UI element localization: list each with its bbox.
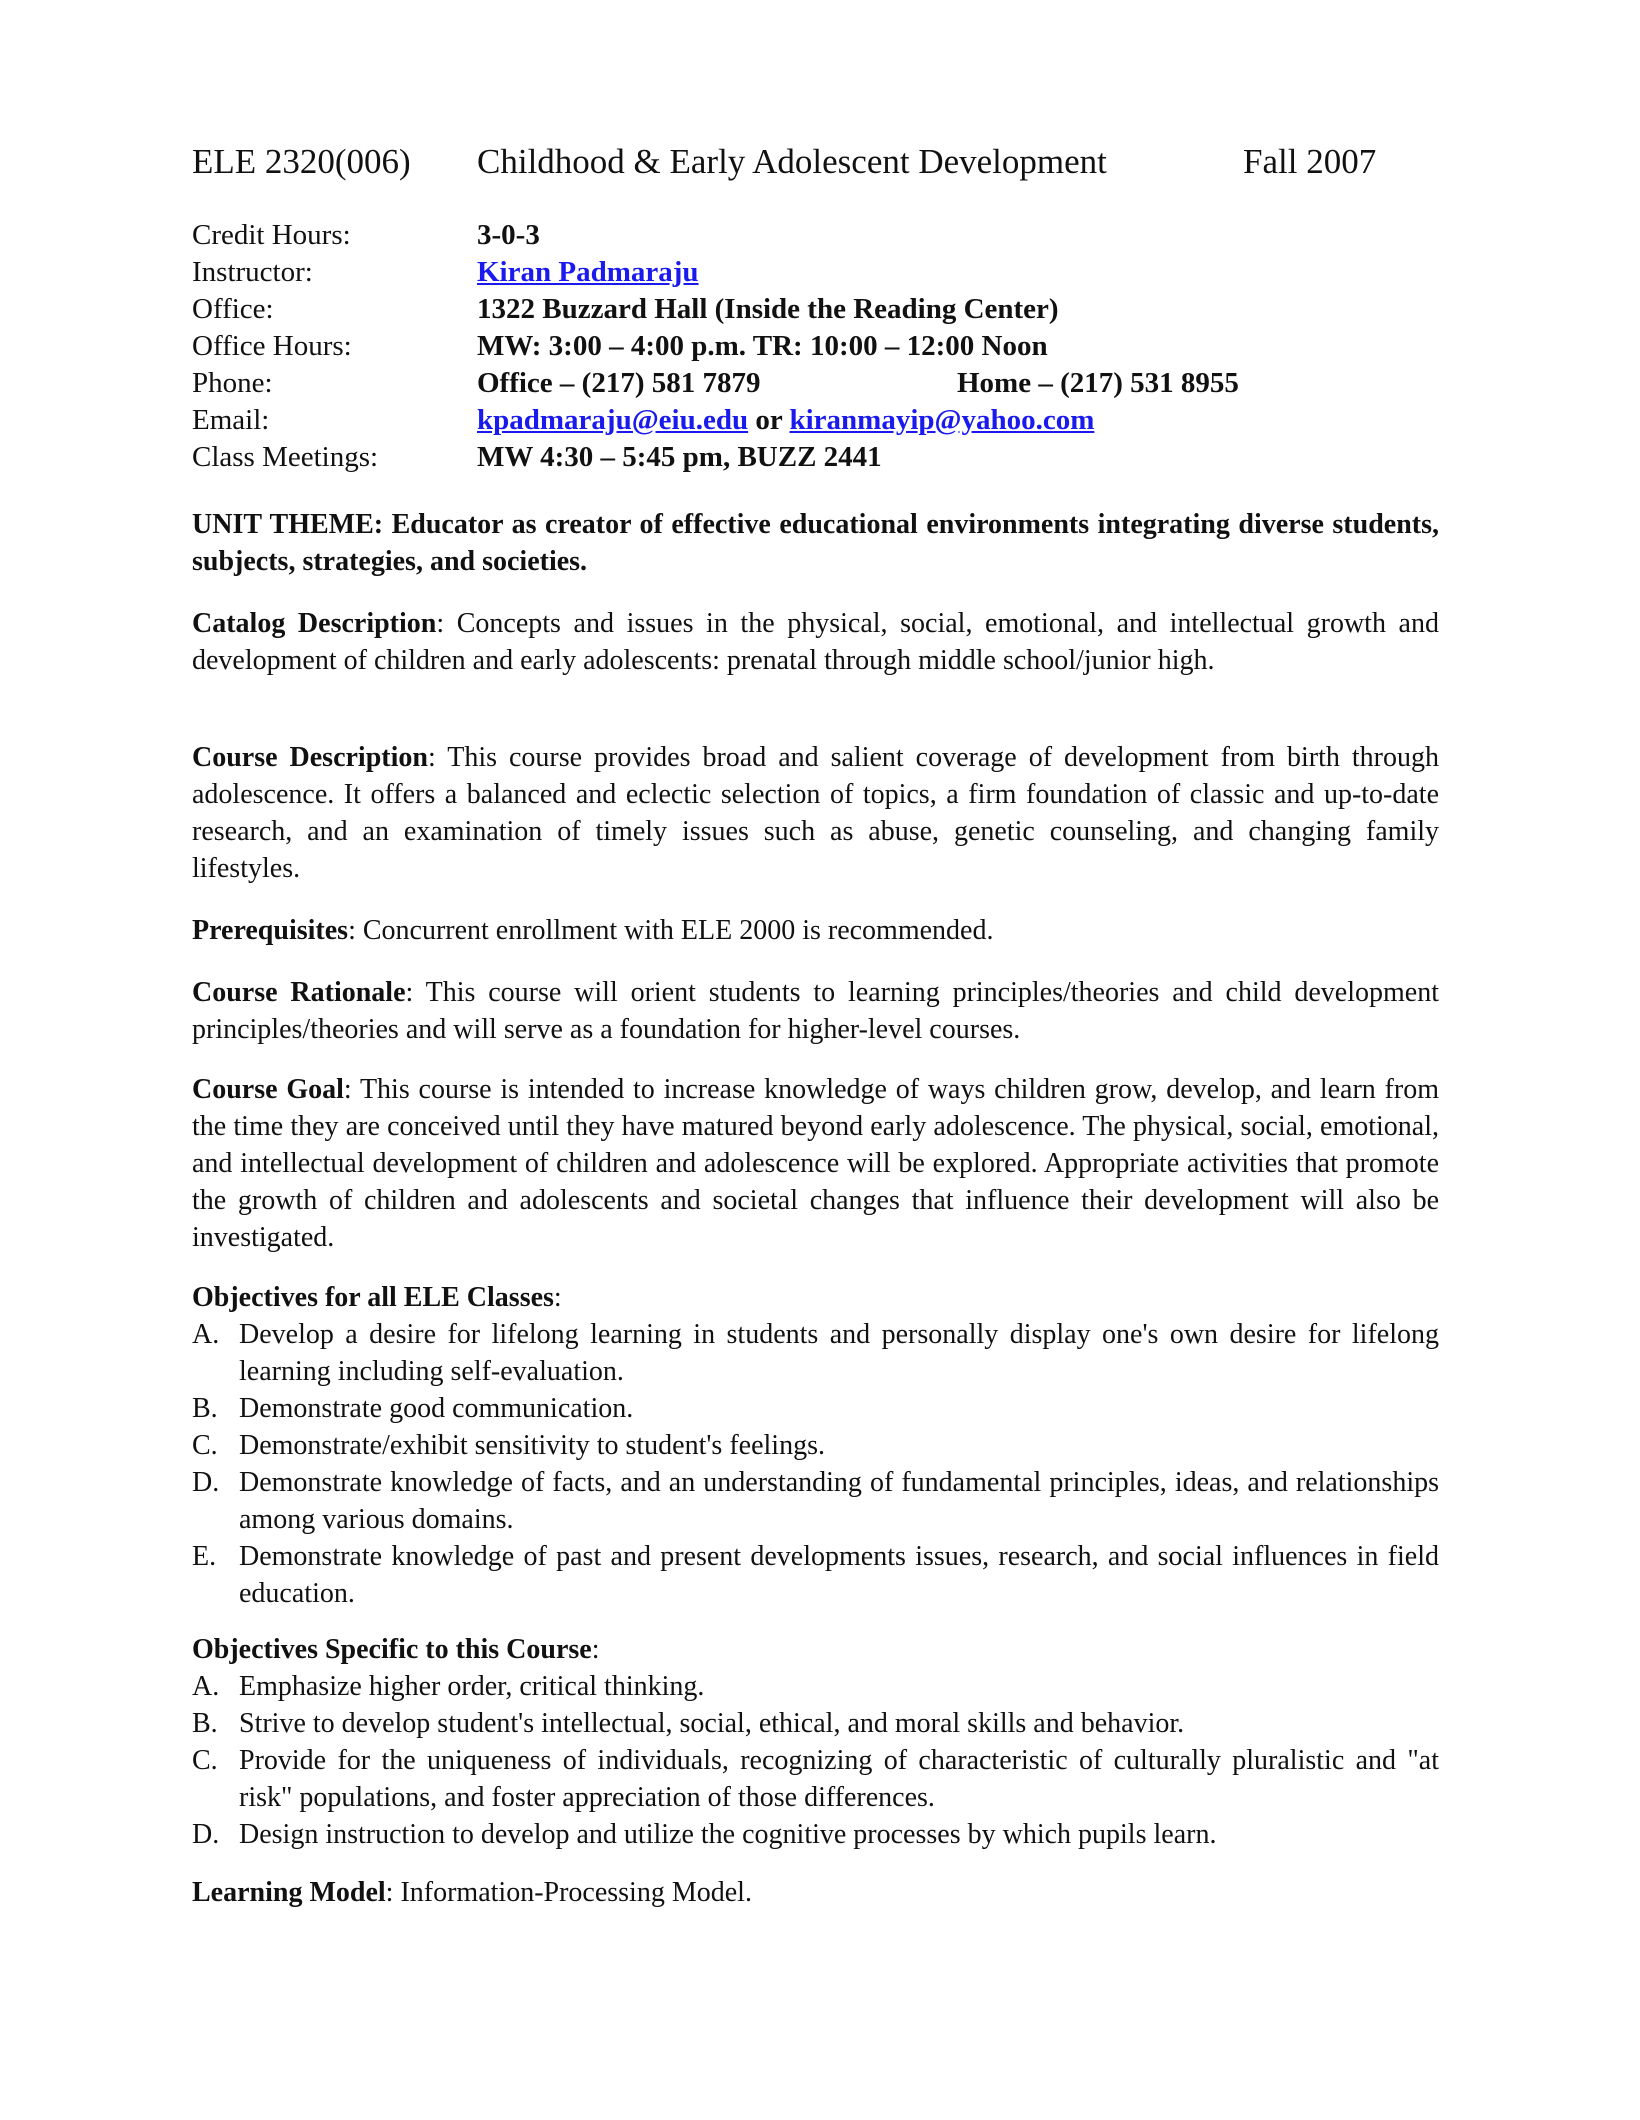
course-rationale-section — [192, 974, 1439, 1048]
class-meetings-row — [192, 439, 1442, 476]
course-title-row — [192, 142, 1442, 190]
phone-row — [192, 365, 1442, 402]
list-item: B. Strive to develop student's intellectual, social, ethical, and moral skills and behavior. — [192, 1708, 1185, 1739]
email-or-text: or — [755, 404, 783, 436]
course-code: ELE 2320(006) — [192, 142, 411, 181]
list-item: A. Emphasize higher order, critical thinking. — [192, 1671, 705, 1702]
catalog-description-label: Catalog Description — [192, 608, 437, 639]
office-value: 1322 Buzzard Hall (Inside the Reading Center) — [477, 293, 1059, 325]
catalog-description-section — [192, 605, 1439, 679]
course-description-label: Course Description — [192, 742, 428, 773]
list-item: D. Demonstrate knowledge of facts, and an understanding of fundamental principles, ideas, and relationships among various domains. — [192, 1467, 1439, 1535]
course-name: Childhood & Early Adolescent Development — [477, 142, 1107, 181]
course-rationale-text: : This course will orient students to learning principles/theories and child development principles/theories and will serve as a foundation for higher-level courses. — [192, 977, 1439, 1045]
phone-label: Phone: — [192, 367, 273, 399]
course-rationale-label: Course Rationale — [192, 977, 406, 1008]
objectives-specific-list — [192, 1668, 1439, 1853]
list-item: E. Demonstrate knowledge of past and present developments issues, research, and social influences in field education. — [192, 1541, 1439, 1609]
learning-model-section — [192, 1874, 1439, 1911]
course-description-text: : This course provides broad and salient coverage of development from birth through adolescence. It offers a balanced and eclectic selection of topics, a firm foundation of classic and up-to-date research, and an examination of timely issues such as abuse, genetic counseling, and changing family lifestyles. — [192, 742, 1439, 884]
learning-model-text: : Information-Processing Model. — [385, 1877, 752, 1908]
office-label: Office: — [192, 293, 274, 325]
objectives-all-list — [192, 1316, 1439, 1612]
email-row — [192, 402, 1442, 439]
catalog-description-text: : Concepts and issues in the physical, social, emotional, and intellectual growth and development of children and early adolescents: prenatal through middle school/junior high. — [192, 608, 1439, 676]
list-item: B. Demonstrate good communication. — [192, 1393, 634, 1424]
prerequisites-label: Prerequisites — [192, 915, 349, 946]
class-meetings-label: Class Meetings: — [192, 441, 379, 473]
office-hours-row — [192, 328, 1442, 365]
email-primary-link[interactable]: kpadmaraju@eiu.edu — [477, 404, 749, 436]
objectives-specific-section: Objectives Specific to this Course: A. Emphasize higher order, critical thinking. B. Strive to develop student's intellectual, social, ethical, and moral skills and behavior. C. Provide for the uniqueness of individuals, recognizing of characteristic of culturally pluralistic and "at risk" populations, and foster appreciation of those differences. D. Design instruction to develop and utilize the cognitive processes by which pupils learn. — [192, 1631, 1439, 1853]
credit-hours-label: Credit Hours: — [192, 219, 351, 251]
prerequisites-text: : Concurrent enrollment with ELE 2000 is recommended. — [348, 915, 994, 946]
office-row — [192, 291, 1442, 328]
prerequisites-section — [192, 912, 1439, 949]
course-goal-text: : This course is intended to increase knowledge of ways children grow, develop, and learn from the time they are conceived until they have matured beyond early adolescence. The physical, social, emotional, and intellectual development of children and adolescence will be explored. Appropriate activities that promote the growth of children and adolescents and societal changes that influence their development will also be investigated. — [192, 1074, 1439, 1253]
unit-theme-text: UNIT THEME: Educator as creator of effective educational environments integrating diverse students, subjects, strategies, and societies. — [192, 509, 1439, 577]
course-info-block — [192, 217, 1442, 476]
course-goal-section — [192, 1071, 1439, 1256]
email-secondary-link[interactable]: kiranmayip@yahoo.com — [789, 404, 1095, 436]
phone-home-value: Home – (217) 531 8955 — [957, 367, 1239, 399]
class-meetings-value: MW 4:30 – 5:45 pm, BUZZ 2441 — [477, 441, 882, 473]
list-item: A. Develop a desire for lifelong learning in students and personally display one's own desire for lifelong learning including self-evaluation. — [192, 1319, 1439, 1387]
list-item: C. Provide for the uniqueness of individuals, recognizing of characteristic of culturally pluralistic and "at risk" populations, and foster appreciation of those differences. — [192, 1745, 1439, 1813]
course-description-section — [192, 739, 1439, 887]
objectives-all-section: Objectives for all ELE Classes: A. Develop a desire for lifelong learning in students and personally display one's own desire for lifelong learning including self-evaluation. B. Demonstrate good communication. C. Demonstrate/exhibit sensitivity to student's feelings. D. Demonstrate knowledge of facts, and an understanding of fundamental principles, ideas, and relationships among various domains. E. Demonstrate knowledge of past and present developments issues, research, and social influences in field education. — [192, 1279, 1439, 1612]
office-hours-label: Office Hours: — [192, 330, 352, 362]
credit-hours-value: 3-0-3 — [477, 219, 540, 251]
phone-office-value: Office – (217) 581 7879 — [477, 367, 761, 399]
instructor-row — [192, 254, 1442, 291]
instructor-link[interactable]: Kiran Padmaraju — [477, 256, 699, 288]
course-term: Fall 2007 — [1243, 142, 1377, 181]
email-label: Email: — [192, 404, 270, 436]
credit-hours-row — [192, 217, 1442, 254]
list-item: C. Demonstrate/exhibit sensitivity to student's feelings. — [192, 1430, 825, 1461]
list-item: D. Design instruction to develop and utilize the cognitive processes by which pupils learn. — [192, 1819, 1217, 1850]
objectives-all-label: Objectives for all ELE Classes — [192, 1282, 554, 1313]
instructor-label: Instructor: — [192, 256, 313, 288]
email-values — [477, 402, 1094, 439]
course-goal-label: Course Goal — [192, 1074, 344, 1105]
objectives-specific-label: Objectives Specific to this Course — [192, 1634, 592, 1665]
unit-theme-section — [192, 506, 1439, 580]
learning-model-label: Learning Model — [192, 1877, 386, 1908]
office-hours-value: MW: 3:00 – 4:00 p.m. TR: 10:00 – 12:00 Noon — [477, 330, 1048, 362]
